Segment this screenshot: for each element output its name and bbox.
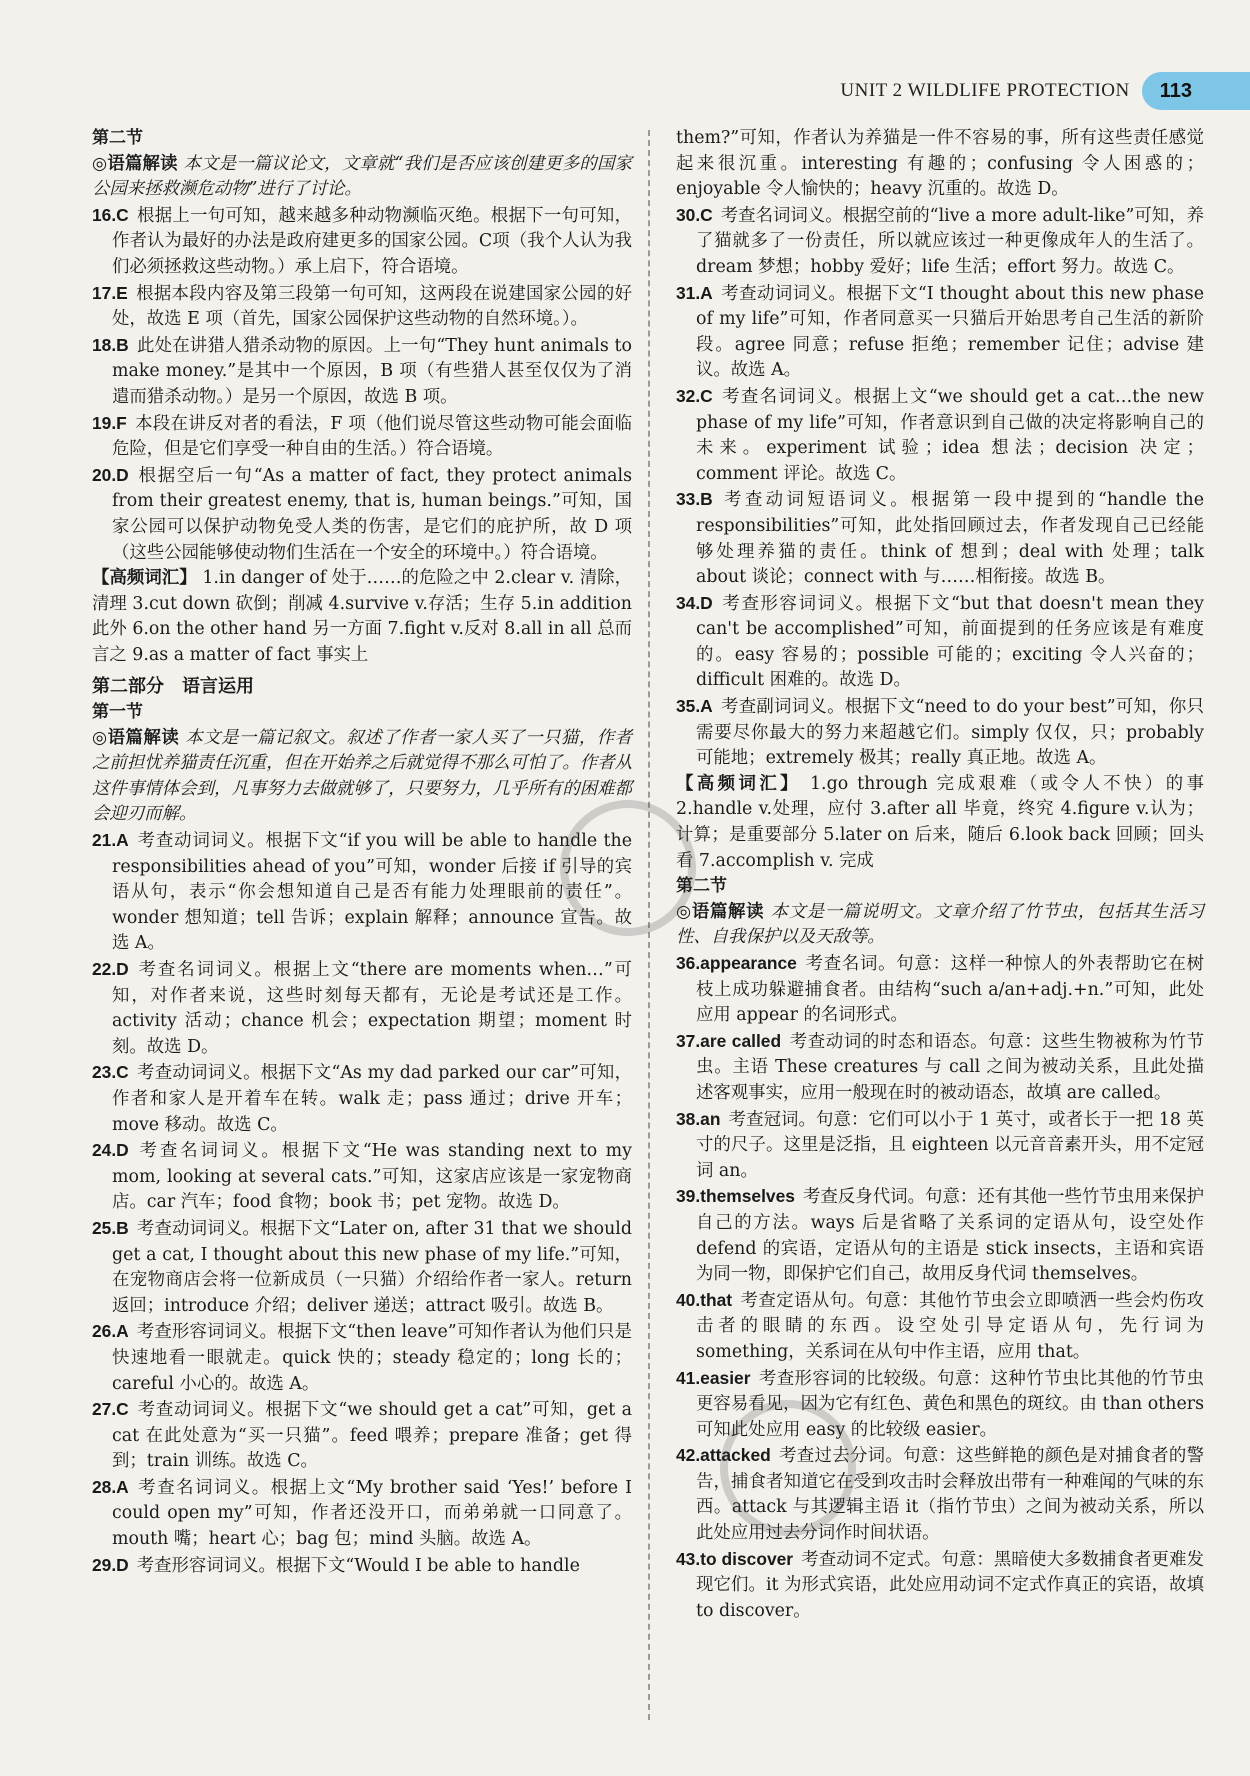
- answer-item: [676, 1107, 1204, 1185]
- answer-item: [92, 957, 632, 1060]
- answer-explanation: 考查动词词义。根据下文“if you will be able to handle the responsibilities ahead of you”可知，wonder 后接 if 引导的宾语从句，表示“你会想知道自己是否有能力处理眼前的责任”。wonder 想知道；tell 告诉；explain 解释；announce 宣告。故选 A。: [112, 831, 632, 954]
- answer-number: 27.C: [92, 1399, 129, 1420]
- answer-item: [676, 1443, 1204, 1546]
- section-title: 第二节: [676, 876, 727, 897]
- summary-text: 本文是一篇说明文。文章介绍了竹节虫，包括其生活习性、自我保护以及天敌等。: [676, 901, 1204, 948]
- summary-text: 本文是一篇记叙文。叙述了作者一家人买了一只猫，作者之前担忧养猫责任沉重，但在开始养之后就觉得不那么可怕了。作者从这件事情体会到，凡事努力去做就够了，只要努力，几乎所有的困难都会迎刃而解。: [92, 727, 632, 825]
- answer-number: 26.A: [92, 1321, 129, 1342]
- answer-explanation: 考查动词不定式。句意：黑暗使大多数捕食者更难发现它们。it 为形式宾语，此处应用动词不定式作真正的宾语，故填 to discover。: [696, 1549, 1204, 1621]
- answer-number: 29.D: [92, 1554, 129, 1575]
- answer-item: [92, 203, 632, 281]
- answer-number: 41.easier: [676, 1367, 751, 1388]
- answer-item: [676, 951, 1204, 1029]
- answer-item: [92, 463, 632, 566]
- answer-item: [92, 1060, 632, 1138]
- answer-item: [676, 1547, 1204, 1625]
- answer-number: 39.themselves: [676, 1186, 795, 1207]
- answer-number: 23.C: [92, 1062, 129, 1083]
- answer-number: 42.attacked: [676, 1445, 771, 1466]
- answer-number: 40.that: [676, 1289, 733, 1310]
- answer-number: 22.D: [92, 959, 129, 979]
- answer-item: [676, 384, 1204, 487]
- answer-number: 30.C: [676, 204, 713, 225]
- page-number-badge: 113: [1142, 72, 1250, 110]
- answer-number: 17.E: [92, 282, 128, 303]
- passage-summary: [676, 900, 1204, 951]
- answer-explanation: 根据空后一句“As a matter of fact, they protect animals from their greatest enemy, that is, human beings.”可知，国家公园可以保护动物免受人类的伤害，是它们的庇护所，故 D 项（这些公园能够使动物们生活在一个安全的环境中。）符合语境。: [112, 465, 632, 563]
- answer-item: [676, 694, 1204, 772]
- answer-number: 21.A: [92, 830, 129, 851]
- answer-explanation: 考查形容词词义。根据下文“Would I be able to handle: [136, 1555, 580, 1576]
- vocabulary-tag: 【高频词汇】: [676, 773, 801, 794]
- answer-number: 37.are called: [676, 1030, 782, 1051]
- summary-tag: ◎语篇解读: [92, 727, 180, 748]
- vocabulary-list: [676, 772, 1204, 874]
- answer-item: [676, 1029, 1204, 1107]
- answer-item: [676, 1366, 1204, 1444]
- left-column: [92, 126, 632, 1579]
- answer-item: [676, 1288, 1204, 1366]
- answer-explanation: 考查动词词义。根据下文“we should get a cat”可知，get a cat 在此处意为“买一只猫”。feed 喂养；prepare 准备；get 得到；train 训练。故选 C。: [112, 1400, 632, 1472]
- vocabulary-tag: 【高频词汇】: [92, 568, 197, 589]
- unit-title: UNIT 2 WILDLIFE PROTECTION: [840, 80, 1130, 101]
- answer-item: [92, 1475, 632, 1553]
- answer-item: [676, 487, 1204, 590]
- answer-number: 35.A: [676, 696, 713, 717]
- answer-item: [676, 281, 1204, 384]
- summary-tag: ◎语篇解读: [676, 901, 765, 922]
- passage-summary: [92, 726, 632, 828]
- answer-explanation: 根据上一句可知，越来越多种动物濒临灭绝。根据下一句可知，作者认为最好的办法是政府建更多的国家公园。C项（我个人认为我们必须拯救这些动物。）承上启下，符合语境。: [112, 205, 632, 277]
- right-column: [676, 126, 1204, 1624]
- answer-item: [92, 1319, 632, 1397]
- answer-number: 38.an: [676, 1108, 721, 1129]
- answer-explanation: 考查冠词。句意：它们可以小于 1 英寸，或者长于一把 18 英寸的尺子。这里是泛指，且 eighteen 以元音音素开头，用不定冠词 an。: [696, 1109, 1204, 1181]
- answer-explanation: 考查名词词义。根据上文“we should get a cat…the new phase of my life”可知，作者意识到自己做的决定将影响自己的未来。experiment 试验；idea 想法；decision 决定；comment 评论。故选 C。: [696, 386, 1204, 484]
- answer-number: 25.B: [92, 1217, 129, 1238]
- answer-explanation: 考查形容词词义。根据下文“then leave”可知作者认为他们只是快速地看一眼就走。quick 快的；steady 稳定的；long 长的；careful 小心的。故选 A。: [112, 1322, 632, 1394]
- answer-explanation: 考查定语从句。句意：其他竹节虫会立即喷洒一些会灼伤攻击者的眼睛的东西。设空处引导定语从句，先行词为 something，关系词在从句中作主语，应用 that。: [696, 1290, 1204, 1362]
- answer-item: [92, 411, 632, 463]
- answer-number: 43.to discover: [676, 1548, 794, 1569]
- answer-number: 33.B: [676, 489, 713, 510]
- answer-item: [92, 1553, 632, 1580]
- answer-number: 16.C: [92, 204, 129, 225]
- answer-explanation: 考查名词。句意：这样一种惊人的外表帮助它在树枝上成功躲避捕食者。由结构“such a/an+adj.+n.”可知，此处应用 appear 的名词形式。: [696, 954, 1204, 1026]
- answer-explanation: 考查过去分词。句意：这些鲜艳的颜色是对捕食者的警告，捕食者知道它在受到攻击时会释放出带有一种难闻的气味的东西。attack 与其逻辑主语 it（指竹节虫）之间为被动关系，所以此处应用过去分词作时间状语。: [696, 1446, 1204, 1544]
- answer-number: 31.A: [676, 282, 713, 303]
- answer-explanation: 考查动词词义。根据下文“I thought about this new phase of my life”可知，作者同意买一只猫后开始思考自己生活的新阶段。agree 同意；refuse 拒绝；remember 记住；advise 建议。故选 A。: [696, 283, 1204, 381]
- answer-explanation: 考查反身代词。句意：还有其他一些竹节虫用来保护自己的方法。ways 后是省略了关系词的定语从句，设空处作 defend 的宾语，定语从句的主语是 stick insects，主语和宾语为同一物，即保护它们自己，故用反身代词 themselves。: [696, 1187, 1204, 1285]
- answer-explanation: 此处在讲猎人猎杀动物的原因。上一句“They hunt animals to make money.”是其中一个原因，B 项（有些猎人甚至仅仅为了消遣而猎杀动物。）是另一个原因，故选 B 项。: [112, 335, 632, 407]
- section-title: 第二节: [92, 128, 143, 148]
- answer-explanation: 考查名词词义。根据下文“He was standing next to my mom, looking at several cats.”可知，这家店应该是一家宠物商店。car 汽车；food 食物；book 书；pet 宠物。故选 D。: [112, 1141, 632, 1213]
- answer-number: 20.D: [92, 464, 129, 485]
- answer-number: 36.appearance: [676, 953, 797, 973]
- answer-continuation: them?”可知，作者认为养猫是一件不容易的事，所有这些责任感觉起来很沉重。interesting 有趣的；confusing 令人困惑的；enjoyable 令人愉快的；heavy 沉重的。故选 D。: [676, 128, 1204, 200]
- answer-number: 18.B: [92, 334, 129, 355]
- answer-item: [92, 828, 632, 957]
- column-divider: [648, 130, 650, 1720]
- page-header: [840, 72, 1250, 110]
- answer-number: 19.F: [92, 412, 127, 433]
- summary-text: 本文是一篇议论文，文章就“我们是否应该创建更多的国家公园来拯救濒危动物”进行了讨论。: [92, 153, 632, 200]
- passage-summary: [92, 152, 632, 203]
- answer-number: 28.A: [92, 1476, 129, 1497]
- answer-explanation: 根据本段内容及第三段第一句可知，这两段在说建国家公园的好处，故选 E 项（首先，国家公园保护这些动物的自然环境。）。: [112, 283, 632, 330]
- answer-item: [92, 333, 632, 411]
- answer-item: [92, 1216, 632, 1319]
- answer-explanation: 考查名词词义。根据上文“there are moments when…”可知，对作者来说，这些时刻每天都有，无论是考试还是工作。activity 活动；chance 机会；expectation 期望；moment 时刻。故选 D。: [112, 960, 632, 1057]
- answer-number: 34.D: [676, 592, 713, 613]
- answer-item: [92, 1397, 632, 1475]
- answer-item: [92, 1138, 632, 1216]
- answer-explanation: 考查名词词义。根据空前的“live a more adult-like”可知，养了猫就多了一份责任，所以就应该过一种更像成年人的生活了。dream 梦想；hobby 爱好；life 生活；effort 努力。故选 C。: [696, 205, 1204, 277]
- answer-explanation: 考查副词词义。根据下文“need to do your best”可知，你只需要尽你最大的努力来超越它们。simply 仅仅，只；probably 可能地；extremely 极其；really 真正地。故选 A。: [696, 697, 1204, 769]
- vocabulary-text: 1.in danger of 处于……的危险之中 2.clear v. 清除，清理 3.cut down 砍倒；削减 4.survive v.存活；生存 5.in addition 此外 6.on the other hand 另一方面 7.fight v.反对 8.all in all 总而言之 9.as a matter of fact 事实上: [92, 568, 632, 665]
- answer-item: [92, 281, 632, 333]
- answer-number: 24.D: [92, 1140, 129, 1161]
- answer-number: 32.C: [676, 385, 713, 406]
- section-title: 第一节: [92, 702, 143, 723]
- part-title: 第二部分 语言运用: [92, 676, 254, 698]
- answer-explanation: 考查动词短语词义。根据第一段中提到的“handle the responsibilities”可知，此处指回顾过去，作者发现自己已经能够处理养猫的责任。think of 想到；deal with 处理；talk about 谈论；connect with 与……相衔接。故选 B。: [696, 490, 1204, 588]
- answer-item: [676, 591, 1204, 694]
- answer-item: [676, 203, 1204, 281]
- answer-item: [676, 1184, 1204, 1287]
- answer-explanation: 考查动词的时态和语态。句意：这些生物被称为竹节虫。主语 These creatures 与 call 之间为被动关系，且此处描述客观事实，应用一般现在时的被动语态，故填 are called。: [696, 1031, 1204, 1103]
- vocabulary-list: [92, 566, 632, 668]
- answer-explanation: 本段在讲反对者的看法，F 项（他们说尽管这些动物可能会面临危险，但是它们享受一种自由的生活。）符合语境。: [112, 413, 632, 460]
- summary-tag: ◎语篇解读: [92, 153, 178, 174]
- answer-explanation: 考查名词词义。根据上文“My brother said ‘Yes!’ before I could open my”可知，作者还没开口，而弟弟就一口同意了。mouth 嘴；heart 心；bag 包；mind 头脑。故选 A。: [112, 1477, 632, 1550]
- answer-explanation: 考查动词词义。根据下文“As my dad parked our car”可知，作者和家人是开着车在转。walk 走；pass 通过；drive 开车；move 移动。故选 C。: [112, 1063, 632, 1135]
- vocabulary-text: 1.go through 完成艰难（或令人不快）的事 2.handle v.处理，应付 3.after all 毕竟，终究 4.figure v.认为；计算；是重要部分 5.later on 后来，随后 6.look back 回顾；回头看 7.accomplish v. 完成: [676, 773, 1204, 871]
- answer-explanation: 考查动词词义。根据下文“Later on, after 31 that we should get a cat, I thought about this new phase of my life.”可知，在宠物商店会将一位新成员（一只猫）介绍给作者一家人。return 返回；introduce 介绍；deliver 递送；attract 吸引。故选 B。: [112, 1218, 632, 1316]
- answer-explanation: 考查形容词的比较级。句意：这种竹节虫比其他的竹节虫更容易看见，因为它有红色、黄色和黑色的斑纹。由 than others 可知此处应用 easy 的比较级 easier。: [696, 1368, 1204, 1440]
- answer-explanation: 考查形容词词义。根据下文“but that doesn't mean they can't be accomplished”可知，前面提到的任务应该是有难度的。easy 容易的；possible 可能的；exciting 令人兴奋的；difficult 困难的。故选 D。: [696, 593, 1204, 691]
